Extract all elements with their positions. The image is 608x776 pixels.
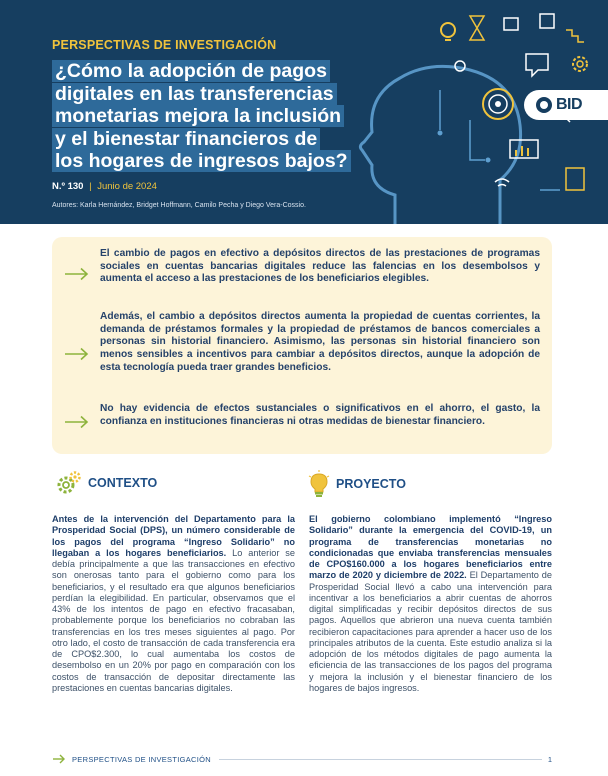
proyecto-paragraph bbox=[309, 514, 552, 694]
title-line: monetarias mejora la inclusión bbox=[52, 105, 344, 127]
report-date: Junio de 2024 bbox=[97, 181, 157, 192]
contexto-lead: Antes de la intervención del Departamento para la Prosperidad Social (DPS), un número considerable de los pagos del programa “Ingreso Solidario” no llegaban a los hogares beneficiarios. bbox=[52, 514, 295, 558]
gears-icon bbox=[56, 470, 82, 496]
contexto-title: CONTEXTO bbox=[88, 476, 158, 490]
chevron-arrow-icon bbox=[52, 753, 66, 765]
page-footer bbox=[52, 752, 552, 766]
lightbulb-icon bbox=[308, 470, 330, 498]
proyecto-heading bbox=[308, 470, 406, 498]
arrow-right-icon bbox=[64, 267, 90, 281]
report-number: N.º 130 bbox=[52, 181, 84, 192]
proyecto-lead: El gobierno colombiano implementó “Ingreso Solidario” durante la emergencia del COVID-19, un programa de transferencias monetarias no condicionadas que enviaba transferencias mensuales de CPO$160.000 a los hogares beneficiarios entre marzo de 2020 y diciembre de 2022. bbox=[309, 514, 552, 581]
contexto-paragraph bbox=[52, 514, 295, 694]
key-finding: No hay evidencia de efectos sustanciales o significativos en el ahorro, el gasto, la confianza en instituciones financieras ni otras medidas de bienestar financiero. bbox=[100, 403, 540, 427]
report-authors: Autores: Karla Hernández, Bridget Hoffmann, Camilo Pecha y Diego Vera-Cossio. bbox=[52, 202, 306, 209]
key-finding: Además, el cambio a depósitos directos aumenta la propiedad de cuentas corrientes, la demanda de préstamos formales y la propiedad de préstamos de bancos comerciales a personas sin historial financiero. Asimismo, las personas sin historial financiero son menos sensibles a incentivos para cambiar a depósitos directos, aunque la adopción de esta tecnología pueda traer grandes beneficios. bbox=[100, 311, 540, 373]
bid-logo-text: BID bbox=[556, 96, 583, 113]
arrow-right-icon bbox=[64, 415, 90, 429]
key-findings-box bbox=[52, 237, 552, 454]
key-finding: El cambio de pagos en efectivo a depósitos directos de las prestaciones de programas sociales en cuentas bancarias digitales reduce las falencias en los desembolsos y aumenta el acceso a las prestaciones de los beneficiarios elegibles. bbox=[100, 248, 540, 285]
page-number: 1 bbox=[547, 754, 552, 764]
proyecto-text: El Departamento de Prosperidad Social llevó a cabo una intervención para incentivar a los beneficiarios a abrir cuentas de ahorros digital simplificadas y recibir depósitos directos de sus pagos. Aquellos que abrieron una nueva cuenta también recibieron capacitaciones para aprender a hacer uso de los principales atributos de la cuenta. Este estudio analiza si la adopción de los métodos digitales de pago aumenta la eficiencia de las transacciones de los pagos del programa y mejora la inclusión y el bienestar financiero de los hogares de bajos ingresos. bbox=[309, 570, 552, 693]
contexto-heading bbox=[56, 470, 157, 496]
meta-separator: | bbox=[89, 181, 92, 192]
report-title bbox=[52, 60, 372, 173]
arrow-right-icon bbox=[64, 347, 90, 361]
contexto-text: Lo anterior se debía principalmente a que las transacciones en efectivo son onerosas tanto para el gobierno como para los beneficiarios, y el resultado era que algunos beneficiarios perdían la elegibilidad. En particular, observamos que el 43% de los intentos de pago en efectivo fracasaban, probablemente porque los beneficiarios no cobraban las transferencias en los tres meses siguientes al pago. Por otro lado, el costo de transacción de cada transferencia era de CPO$2.300, lo cual aumentaba los costos de desembolso en un 20% por pago en comparación con los costos de transacción de depositar directamente las prestaciones en cuentas bancarias digitales. bbox=[52, 547, 296, 693]
title-line: y el bienestar financieros de bbox=[52, 128, 320, 150]
footer-divider bbox=[219, 759, 542, 760]
report-header bbox=[0, 0, 608, 224]
bid-logo bbox=[524, 90, 608, 120]
contexto-body bbox=[52, 514, 295, 694]
title-line: digitales en las transferencias bbox=[52, 83, 337, 105]
footer-label: PERSPECTIVAS DE INVESTIGACIÓN bbox=[72, 754, 212, 764]
title-line: ¿Cómo la adopción de pagos bbox=[52, 60, 330, 82]
report-meta bbox=[52, 181, 157, 192]
title-line: los hogares de ingresos bajos? bbox=[52, 150, 351, 172]
bid-logo-mark-icon bbox=[536, 97, 552, 113]
proyecto-body bbox=[309, 514, 552, 694]
proyecto-title: PROYECTO bbox=[336, 477, 406, 491]
report-kicker: PERSPECTIVAS DE INVESTIGACIÓN bbox=[52, 38, 277, 52]
